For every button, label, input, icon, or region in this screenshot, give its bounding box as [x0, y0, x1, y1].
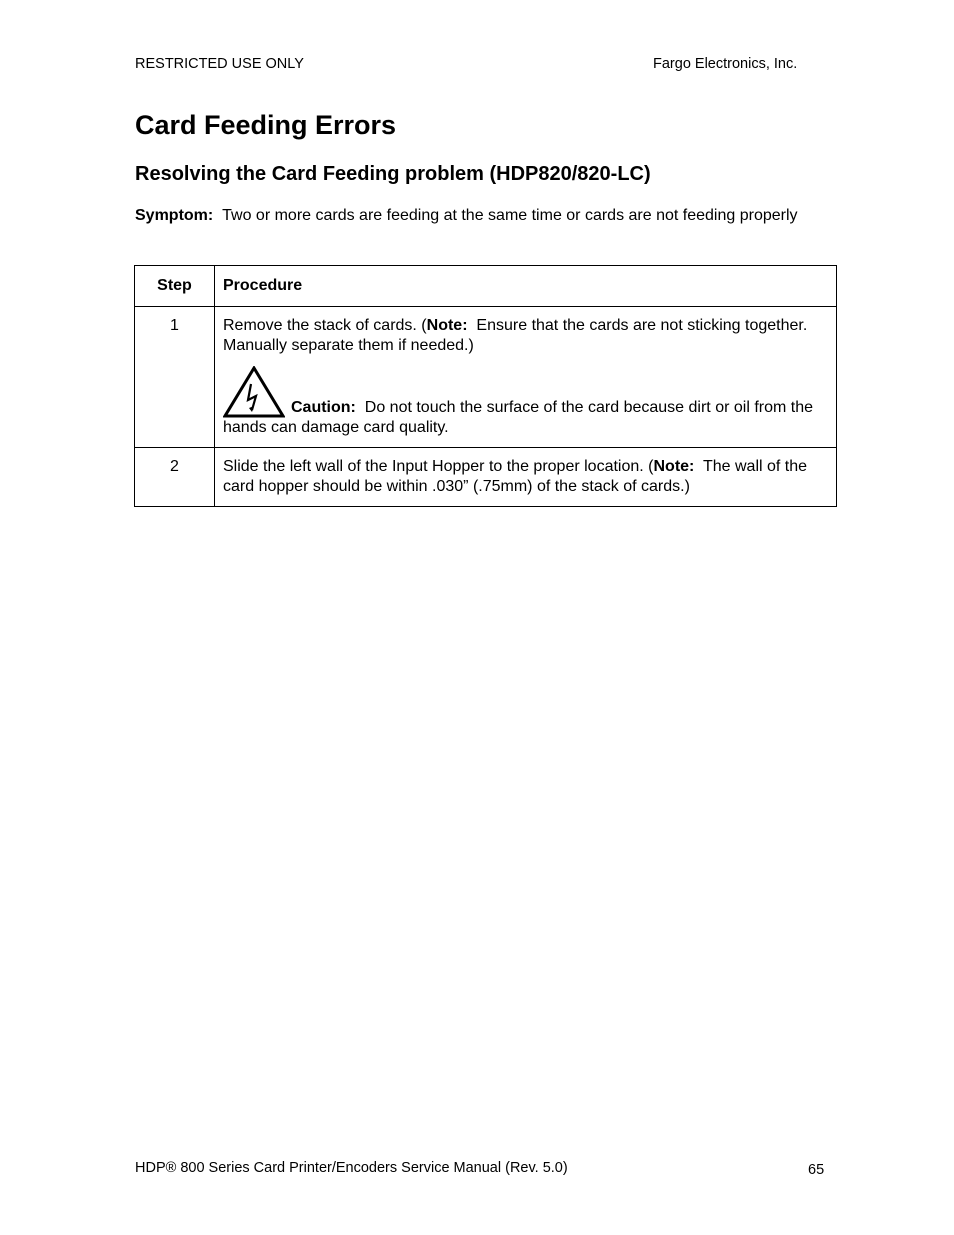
header-restricted-label: RESTRICTED USE ONLY — [135, 56, 304, 72]
table-row — [135, 307, 837, 448]
symptom-label: Symptom: — [135, 207, 214, 224]
procedure-table — [134, 265, 837, 507]
step-column-header: Step — [135, 266, 215, 307]
procedure-cell — [215, 307, 837, 448]
procedure-column-header: Procedure — [215, 266, 837, 307]
header-company-name: Fargo Electronics, Inc. — [653, 56, 798, 72]
note-label: Note: — [426, 317, 468, 334]
table-header-row — [135, 266, 837, 307]
procedure-text-continued: The wall of the card hopper should be within .030” (.75mm) of the stack of cards.) — [223, 458, 812, 495]
procedure-text-continued: Ensure that the cards are not sticking together. Manually separate them if needed.) — [223, 317, 812, 354]
high-voltage-warning-icon — [223, 366, 285, 418]
table-row — [135, 448, 837, 507]
caution-block — [223, 366, 828, 438]
caution-text: Do not touch the surface of the card because dirt or oil from the hands can damage card quality. — [223, 399, 818, 436]
symptom-text: Two or more cards are feeding at the same time or cards are not feeding properly — [222, 207, 798, 224]
footer-manual-title: HDP® 800 Series Card Printer/Encoders Service Manual (Rev. 5.0) — [135, 1160, 568, 1176]
step-number: 2 — [135, 448, 215, 507]
page-title: Card Feeding Errors — [135, 110, 397, 140]
procedure-text: Remove the stack of cards. ( — [223, 317, 427, 334]
procedure-text: Slide the left wall of the Input Hopper to the proper location. ( — [223, 458, 654, 475]
page-number: 65 — [808, 1162, 825, 1178]
caution-label: Caution: — [291, 399, 356, 416]
symptom-paragraph — [135, 206, 815, 226]
note-label: Note: — [653, 458, 695, 475]
procedure-cell — [215, 448, 837, 507]
step-number: 1 — [135, 307, 215, 448]
section-subtitle: Resolving the Card Feeding problem (HDP820/820-LC) — [135, 163, 651, 185]
